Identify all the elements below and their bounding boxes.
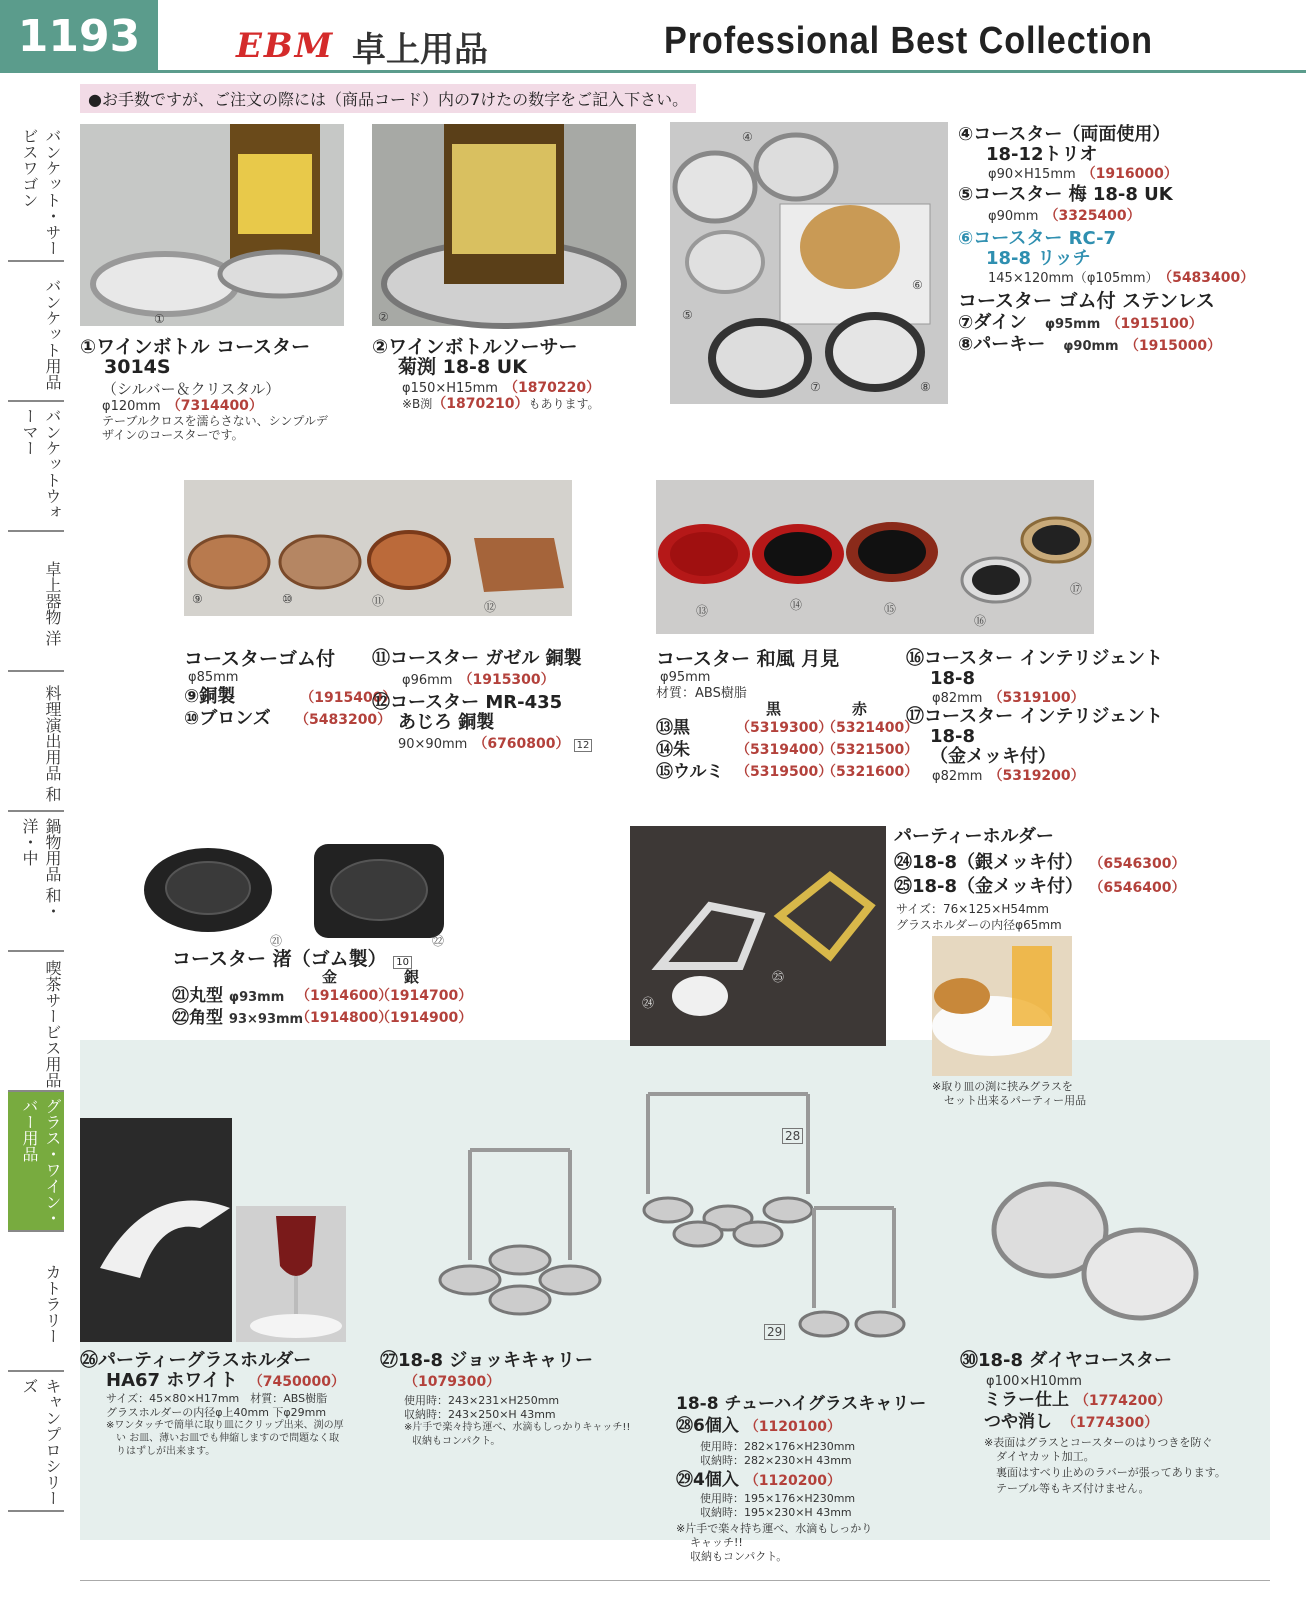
p27-store: 収納時：243×250×H 43mm [404, 1408, 556, 1421]
party-holder-usage-illustration [932, 936, 1072, 1076]
p17-size: φ82mm （5319200） [932, 768, 1085, 784]
p9-row: ⑨銅製 （1915400） [184, 686, 397, 707]
p25-row: ㉕18-8（金メッキ付） （6546400） [894, 876, 1186, 897]
order-notice: ●お手数ですが、ご注文の際には（商品コード）内の7けたの数字をご記入下さい。 [80, 84, 696, 113]
p2425-size: サイズ：76×125×H54mm [896, 902, 1049, 916]
p1-code: （7314400） [173, 398, 263, 414]
p28-row: ㉘6個入 （1120100） [676, 1416, 841, 1436]
p17-name: ⑰コースター インテリジェント [906, 706, 1164, 727]
marker-13: ⑬ [696, 604, 709, 618]
p26-desc2: い お皿、薄いお皿でも伸縮しますので問題なく取 [116, 1433, 340, 1444]
p1-name: ①ワインボトル コースター [80, 336, 311, 358]
tab-banquet-wagon[interactable]: バンケット・サービスワゴン [8, 122, 64, 262]
p1-desc2: ザインのコースターです。 [102, 428, 244, 442]
p12-name: ⑫コースター MR-435 [372, 692, 563, 713]
p2-name: ②ワインボトルソーサー [372, 336, 578, 358]
p5-size: φ90mm （3325400） [988, 208, 1141, 224]
p17-code: （5319200） [995, 768, 1085, 784]
p6-name: ⑥コースター RC-7 [958, 228, 1117, 249]
marker-25: ㉕ [772, 970, 785, 984]
p1315-size: φ95mm [660, 670, 711, 685]
photo-jug-carrier [420, 1140, 610, 1340]
wine-saucer-illustration [372, 124, 636, 326]
p4-model: 18-12トリオ [986, 144, 1098, 165]
photo-nagisa-coasters [144, 840, 446, 950]
p2425-inner: グラスホルダーの内径φ65mm [896, 918, 1062, 932]
p2425-caption2: セット出来るパーティー用品 [944, 1094, 1087, 1107]
p4-code: （1916000） [1088, 166, 1178, 182]
p29-store: 収納時：195×230×H 43mm [700, 1506, 852, 1519]
p30-name: ㉚18-8 ダイヤコースター [960, 1350, 1173, 1371]
p2-size: φ150×H15mm （1870220） [402, 380, 601, 396]
p8-row: ⑧パーキー φ90mm （1915000） [958, 334, 1222, 355]
p2425-caption1: ※取り皿の渕に挟みグラスを [932, 1080, 1073, 1093]
p2829-desc1: ※片手で楽々持ち運べ、水滴もしっかり [676, 1522, 873, 1535]
p30-desc2: ダイヤカット加工。 [996, 1450, 1095, 1463]
marker-21: ㉑ [270, 934, 283, 948]
footer-rule [80, 1580, 1270, 1581]
photo-copper-coasters [184, 480, 572, 616]
col-silver: 銀 [404, 968, 420, 986]
p25-code: （6546400） [1089, 880, 1186, 896]
p30-matte-row: つや消し （1774300） [984, 1412, 1159, 1432]
p2425-name: パーティーホルダー [894, 826, 1054, 847]
marker-1: ① [154, 312, 165, 326]
p26-code: （7450000） [255, 1374, 345, 1390]
p17-sub: （金メッキ付） [930, 746, 1056, 767]
p9-code: （1915400） [307, 690, 397, 706]
p30-mirror-code: （1774200） [1074, 1393, 1172, 1409]
p27-desc1: ※片手で楽々持ち運べ、水滴もしっかりキャッチ!! [404, 1422, 631, 1433]
p28-use: 使用時：282×176×H230mm [700, 1440, 856, 1453]
marker-2: ② [378, 310, 389, 324]
p16-code: （5319100） [995, 690, 1085, 706]
col-gold: 金 [322, 968, 338, 986]
marker-10: ⑩ [282, 592, 293, 606]
tab-glass-wine-bar[interactable]: グラス・ワイン・バー用品 [8, 1092, 64, 1232]
p2829-desc2: キャッチ!! [690, 1536, 743, 1549]
p26-size: サイズ：45×80×H17mm 材質：ABS樹脂 [106, 1392, 328, 1405]
p5-name: ⑤コースター 梅 18-8 UK [958, 184, 1173, 205]
p22-silver-code: （1914900） [376, 1010, 473, 1026]
p16-model: 18-8 [930, 668, 976, 689]
marker-12: ⑫ [484, 600, 497, 614]
p28-code: （1120100） [744, 1419, 841, 1435]
marker-17: ⑰ [1070, 582, 1083, 596]
p21-gold-code: （1914600） [296, 988, 393, 1004]
chuhai-carrier-4-illustration [784, 1198, 914, 1348]
p13-row: ⑬黒 [656, 718, 690, 738]
p17-model: 18-8 [930, 726, 976, 747]
p2122-name: コースター 渚（ゴム製） 10 [172, 948, 412, 971]
photo-diamond-coasters [990, 1170, 1210, 1320]
p1-size: φ120mm （7314400） [102, 398, 263, 414]
col-red: 赤 [852, 700, 868, 718]
p11-size: φ96mm （1915300） [402, 672, 555, 688]
marker-8: ⑧ [920, 380, 931, 394]
tab-cafe-service[interactable]: 喫茶サービス用品 [8, 952, 64, 1092]
p21-silver-code: （1914700） [376, 988, 473, 1004]
p2-code: （1870220） [510, 380, 601, 396]
p10-code: （5483200） [294, 712, 392, 728]
marker-22: ㉒ [432, 934, 445, 948]
p30-size: φ100×H10mm [986, 1374, 1082, 1389]
jug-carrier-illustration [420, 1140, 610, 1340]
p11-code: （1915300） [465, 672, 555, 688]
p26-desc3: りはずしが出来ます。 [116, 1446, 216, 1457]
p30-mirror-row: ミラー仕上 （1774200） [984, 1390, 1172, 1410]
page-number: 1193 [0, 0, 158, 72]
p910-size: φ85mm [188, 670, 239, 685]
photo-glass-on-plate [236, 1206, 346, 1342]
photo-party-holder-usage [932, 936, 1072, 1076]
tab-campro-series[interactable]: キャンプロシリーズ [8, 1372, 64, 1512]
p2-note: ※B渕（1870210）もあります。 [402, 396, 600, 412]
p1-model: 3014S [104, 356, 171, 378]
photo-lacquer-coasters [656, 480, 1094, 634]
party-holder-illustration [630, 826, 886, 1046]
p6-model: 18-8 リッチ [986, 248, 1091, 269]
photo-wine-saucer [372, 124, 636, 326]
p14-red-code: （5321500） [822, 742, 919, 758]
glass-on-plate-illustration [236, 1206, 346, 1342]
photo-party-glass-holder [80, 1118, 232, 1342]
p15-red-code: （5321600） [822, 764, 919, 780]
p16-size: φ82mm （5319100） [932, 690, 1085, 706]
p29-code: （1120200） [744, 1473, 841, 1489]
p6-size: 145×120mm（φ105mm） （5483400） [988, 270, 1255, 286]
p26-model: HA67 ホワイト （7450000） [106, 1370, 345, 1391]
p26-inner: グラスホルダーの内径φ上40mm 下φ29mm [106, 1406, 327, 1419]
photo-coasters-set [670, 122, 948, 404]
marker-24: ㉔ [642, 996, 655, 1010]
p2829-name: 18-8 チューハイグラスキャリー [676, 1394, 927, 1414]
p13-black-code: （5319300） [736, 720, 833, 736]
p10-row: ⑩ブロンズ （5483200） [184, 708, 392, 729]
col-black: 黒 [766, 700, 782, 718]
wine-coaster-illustration [80, 124, 344, 326]
p7-code: （1915100） [1106, 316, 1203, 332]
p910-name: コースターゴム付 [184, 648, 336, 670]
p29-row: ㉙4個入 （1120200） [676, 1470, 841, 1490]
p12-mark: 12 [574, 739, 593, 752]
p2-note-code: （1870210） [432, 396, 529, 412]
marker-29: 29 [764, 1324, 785, 1340]
p1315-material: 材質：ABS樹脂 [656, 686, 747, 701]
p30-matte-code: （1774300） [1069, 1415, 1159, 1431]
p2-model: 菊渕 18-8 UK [398, 356, 527, 378]
brand-logo: EBM [236, 26, 335, 66]
marker-16: ⑯ [974, 614, 987, 628]
p27-name: ㉗18-8 ジョッキキャリー [380, 1350, 593, 1371]
p14-black-code: （5319400） [736, 742, 833, 758]
tab-banquet-goods[interactable]: バンケット用品 [8, 262, 64, 402]
marker-9: ⑨ [192, 592, 203, 606]
p27-desc2: 収納もコンパクト。 [412, 1436, 501, 1447]
marker-5: ⑤ [682, 308, 693, 322]
p7-row: ⑦ダイン φ95mm （1915100） [958, 312, 1203, 333]
p12-size: 90×90mm （6760800） 12 [398, 736, 592, 753]
lacquer-coasters-illustration [656, 480, 1094, 634]
p30-desc1: ※表面はグラスとコースターのはりつきを防ぐ [984, 1436, 1213, 1449]
p2829-desc3: 収納もコンパクト。 [690, 1550, 788, 1563]
p24-code: （6546300） [1089, 856, 1186, 872]
marker-14: ⑭ [790, 598, 803, 612]
p27-use: 使用時：243×231×H250mm [404, 1394, 560, 1407]
p5-code: （3325400） [1051, 208, 1141, 224]
p1-desc1: テーブルクロスを濡らさない、シンプルデ [102, 414, 328, 428]
marker-28: 28 [782, 1128, 803, 1144]
p14-row: ⑭朱 [656, 740, 690, 760]
category-title: 卓上用品 [352, 30, 488, 70]
marker-7: ⑦ [810, 380, 821, 394]
p28-store: 収納時：282×230×H 43mm [700, 1454, 852, 1467]
p12-model: あじろ 銅製 [398, 712, 495, 733]
header-rule [0, 70, 1306, 73]
tab-tableware[interactable]: 卓上器物 洋 [8, 532, 64, 672]
diamond-coasters-illustration [990, 1170, 1210, 1320]
tab-hotpot[interactable]: 鍋物用品 和・洋・中 [8, 812, 64, 952]
p16-name: ⑯コースター インテリジェント [906, 648, 1164, 669]
collection-title: Professional Best Collection [664, 20, 1153, 62]
nagisa-coasters-illustration [144, 840, 446, 950]
tab-food-presentation[interactable]: 料理演出用品 和 [8, 672, 64, 812]
p1315-name: コースター 和風 月見 [656, 648, 840, 670]
p78-name: コースター ゴム付 ステンレス [958, 290, 1215, 312]
marker-11: ⑪ [372, 594, 385, 608]
p4-size: φ90×H15mm （1916000） [988, 166, 1178, 182]
marker-15: ⑮ [884, 602, 897, 616]
tab-banquet-warmer[interactable]: バンケットウォーマー [8, 402, 64, 532]
p13-red-code: （5321400） [822, 720, 919, 736]
p26-desc1: ※ワンタッチで簡単に取り皿にクリップ出来、渕の厚 [106, 1420, 344, 1431]
p12-code: （6760800） [480, 736, 570, 752]
p22-gold-code: （1914800） [296, 1010, 393, 1026]
p1-sub: （シルバー＆クリスタル） [102, 380, 281, 398]
party-glass-holder-illustration [80, 1118, 232, 1342]
p8-code: （1915000） [1124, 338, 1222, 354]
p30-desc4: テーブル等もキズ付けません。 [996, 1482, 1150, 1495]
p22-row: ㉒角型 93×93mm [172, 1008, 304, 1028]
photo-wine-coaster [80, 124, 344, 326]
p29-use: 使用時：195×176×H230mm [700, 1492, 856, 1505]
p4-name: ④コースター（両面使用） [958, 124, 1171, 145]
p15-black-code: （5319500） [736, 764, 833, 780]
marker-6: ⑥ [912, 278, 923, 292]
p24-row: ㉔18-8（銀メッキ付） （6546300） [894, 852, 1186, 873]
p2122-mark: 10 [393, 956, 412, 969]
p21-row: ㉑丸型 φ93mm [172, 986, 285, 1006]
photo-chuhai-carrier-4 [767, 1198, 914, 1348]
photo-party-holder [630, 826, 886, 1046]
p30-desc3: 裏面はすべり止めのラバーが張ってあります。 [996, 1466, 1226, 1479]
marker-4: ④ [742, 130, 753, 144]
p27-code: （1079300） [404, 1374, 501, 1390]
p15-row: ⑮ウルミ [656, 762, 724, 782]
p6-code: （5483400） [1165, 270, 1255, 286]
p26-name: ㉖パーティーグラスホルダー [80, 1350, 312, 1371]
tab-cutlery[interactable]: カトラリー [8, 1232, 64, 1372]
p11-name: ⑪コースター ガゼル 銅製 [372, 648, 582, 669]
coasters-set-illustration [670, 122, 948, 404]
